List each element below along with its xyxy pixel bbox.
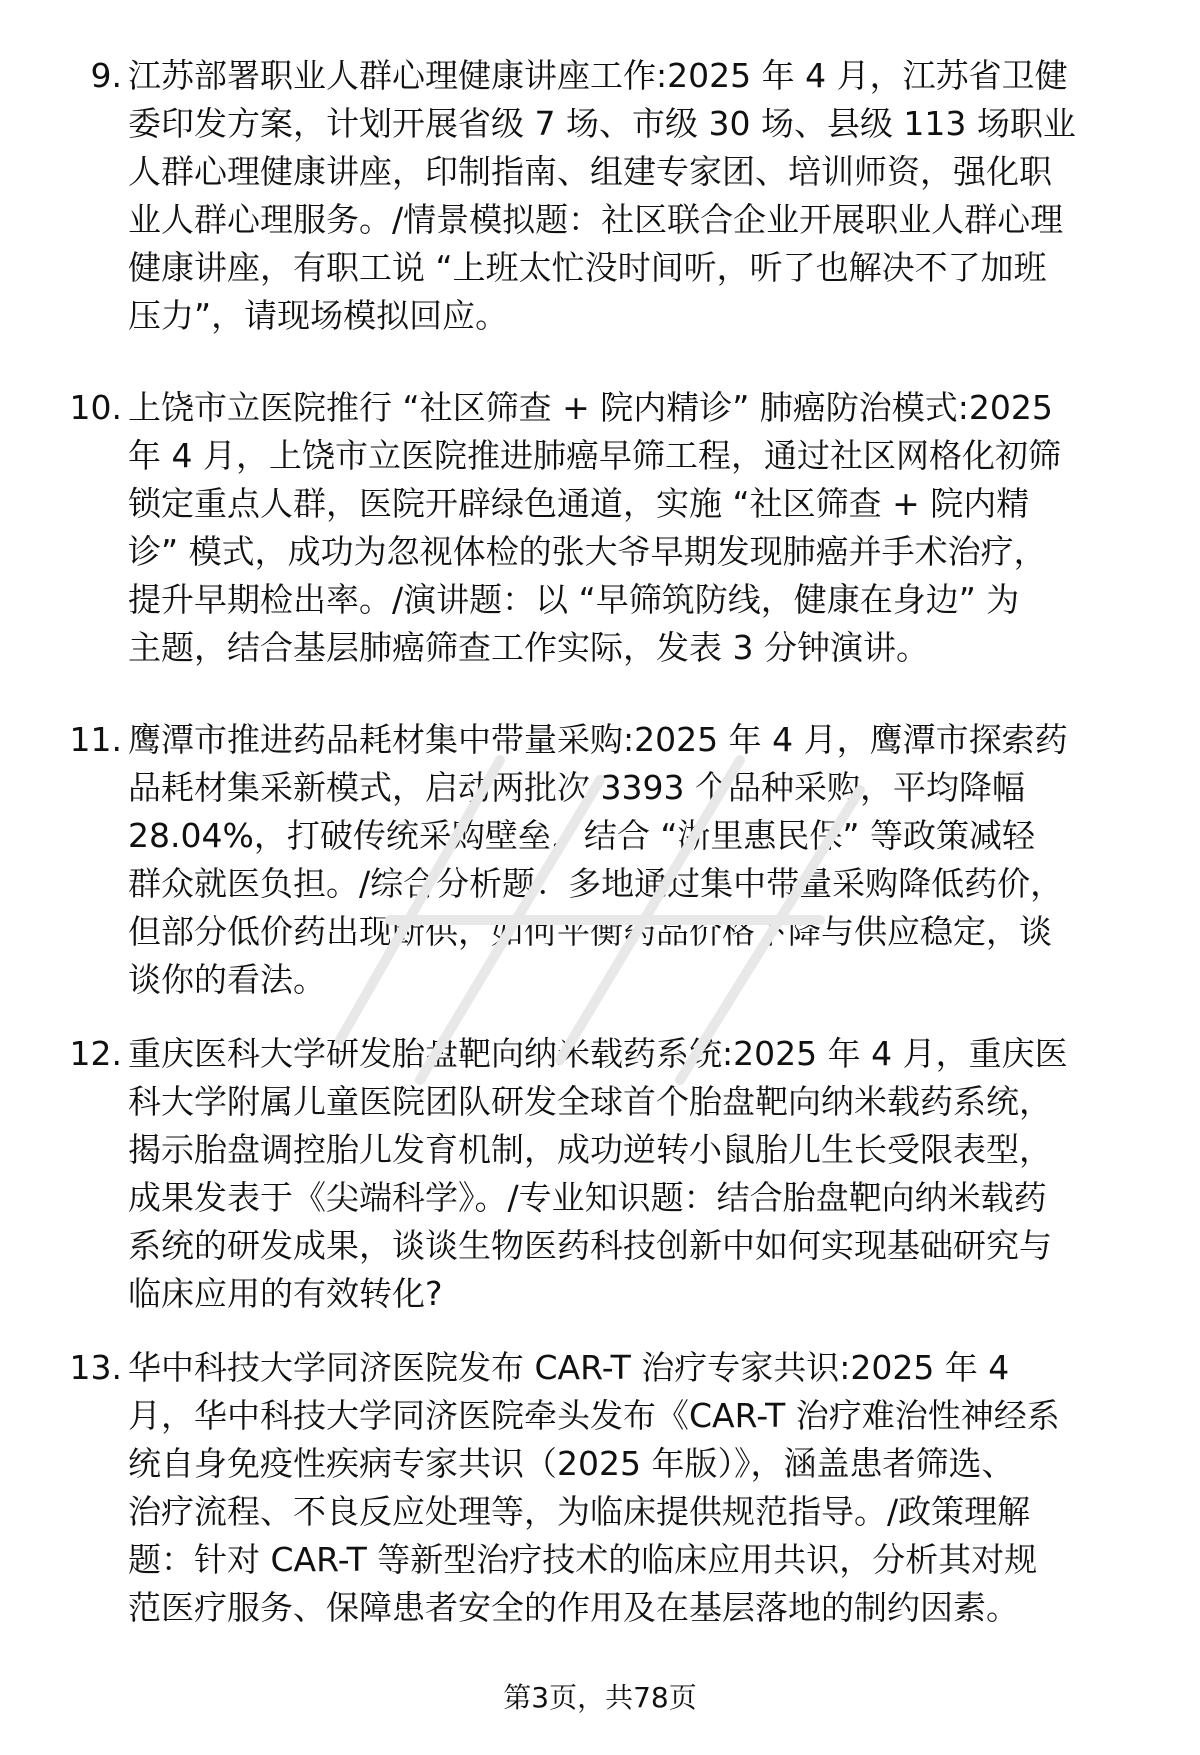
item-text — [128, 716, 1158, 1004]
text-line: 诊” 模式，成功为忽视体检的张大爷早期发现肺癌并手术治疗， — [128, 532, 1047, 571]
text-line: 华中科技大学同济医院发布 CAR-T 治疗专家共识:2025 年 4 — [128, 1348, 1010, 1387]
text-line: 委印发方案，计划开展省级 7 场、市级 30 场、县级 113 场职业 — [128, 104, 1076, 143]
text-line: 系统的研发成果，谈谈生物医药科技创新中如何实现基础研究与 — [128, 1226, 1052, 1265]
item-number: 10. — [69, 388, 122, 427]
text-line: 主题，结合基层肺癌筛查工作实际，发表 3 分钟演讲。 — [128, 628, 929, 667]
text-line: 锁定重点人群，医院开辟绿色通道，实施 “社区筛查 + 院内精 — [128, 484, 1030, 523]
text-line: 月，华中科技大学同济医院牵头发布《CAR-T 治疗难治性神经系 — [128, 1396, 1060, 1435]
page-footer: 第3页，共78页 — [503, 1681, 697, 1714]
item-text — [128, 52, 1158, 340]
text-line: 上饶市立医院推行 “社区筛查 + 院内精诊” 肺癌防治模式:2025 — [128, 388, 1053, 427]
text-line: 人群心理健康讲座，印制指南、组建专家团、培训师资，强化职 — [128, 152, 1052, 191]
text-line: 江苏部署职业人群心理健康讲座工作:2025 年 4 月，江苏省卫健 — [128, 56, 1068, 95]
text-line: 治疗流程、不良反应处理等，为临床提供规范指导。/政策理解 — [128, 1492, 1031, 1531]
text-line: 揭示胎盘调控胎儿发育机制，成功逆转小鼠胎儿生长受限表型， — [128, 1130, 1052, 1169]
text-line: 但部分低价药出现断供，如何平衡药品价格下降与供应稳定，谈 — [128, 912, 1052, 951]
text-line: 业人群心理服务。/情景模拟题：社区联合企业开展职业人群心理 — [128, 200, 1064, 239]
item-number: 12. — [69, 1034, 122, 1073]
text-line: 谈你的看法。 — [128, 960, 326, 999]
text-line: 成果发表于《尖端科学》。/专业知识题：结合胎盘靶向纳米载药 — [128, 1178, 1047, 1217]
item-number: 9. — [90, 56, 122, 95]
text-line: 28.04%，打破传统采购壁垒，结合 “浙里惠民保” 等政策减轻 — [128, 816, 1036, 855]
text-line: 科大学附属儿童医院团队研发全球首个胎盘靶向纳米载药系统， — [128, 1082, 1052, 1121]
item-text — [128, 384, 1158, 672]
text-line: 品耗材集采新模式，启动两批次 3393 个品种采购，平均降幅 — [128, 768, 1025, 807]
text-line: 年 4 月，上饶市立医院推进肺癌早筛工程，通过社区网格化初筛 — [128, 436, 1061, 475]
item-text — [128, 1344, 1158, 1632]
text-line: 统自身免疫性疾病专家共识（2025 年版）》，涵盖患者筛选、 — [128, 1444, 1015, 1483]
text-line: 范医疗服务、保障患者安全的作用及在基层落地的制约因素。 — [128, 1588, 1019, 1627]
text-line: 健康讲座，有职工说 “上班太忙没时间听，听了也解决不了加班 — [128, 248, 1047, 287]
text-line: 压力”，请现场模拟回应。 — [128, 296, 509, 335]
item-text — [128, 1030, 1158, 1318]
item-number: 11. — [69, 720, 122, 759]
text-line: 临床应用的有效转化? — [128, 1274, 443, 1313]
text-line: 题：针对 CAR-T 等新型治疗技术的临床应用共识，分析其对规 — [128, 1540, 1038, 1579]
text-line: 提升早期检出率。/演讲题：以 “早筛筑防线，健康在身边” 为 — [128, 580, 1020, 619]
text-line: 鹰潭市推进药品耗材集中带量采购:2025 年 4 月，鹰潭市探索药 — [128, 720, 1068, 759]
item-number: 13. — [69, 1348, 122, 1387]
text-line: 重庆医科大学研发胎盘靶向纳米载药系统:2025 年 4 月，重庆医 — [128, 1034, 1068, 1073]
text-line: 群众就医负担。/综合分析题：多地通过集中带量采购降低药价， — [128, 864, 1064, 903]
